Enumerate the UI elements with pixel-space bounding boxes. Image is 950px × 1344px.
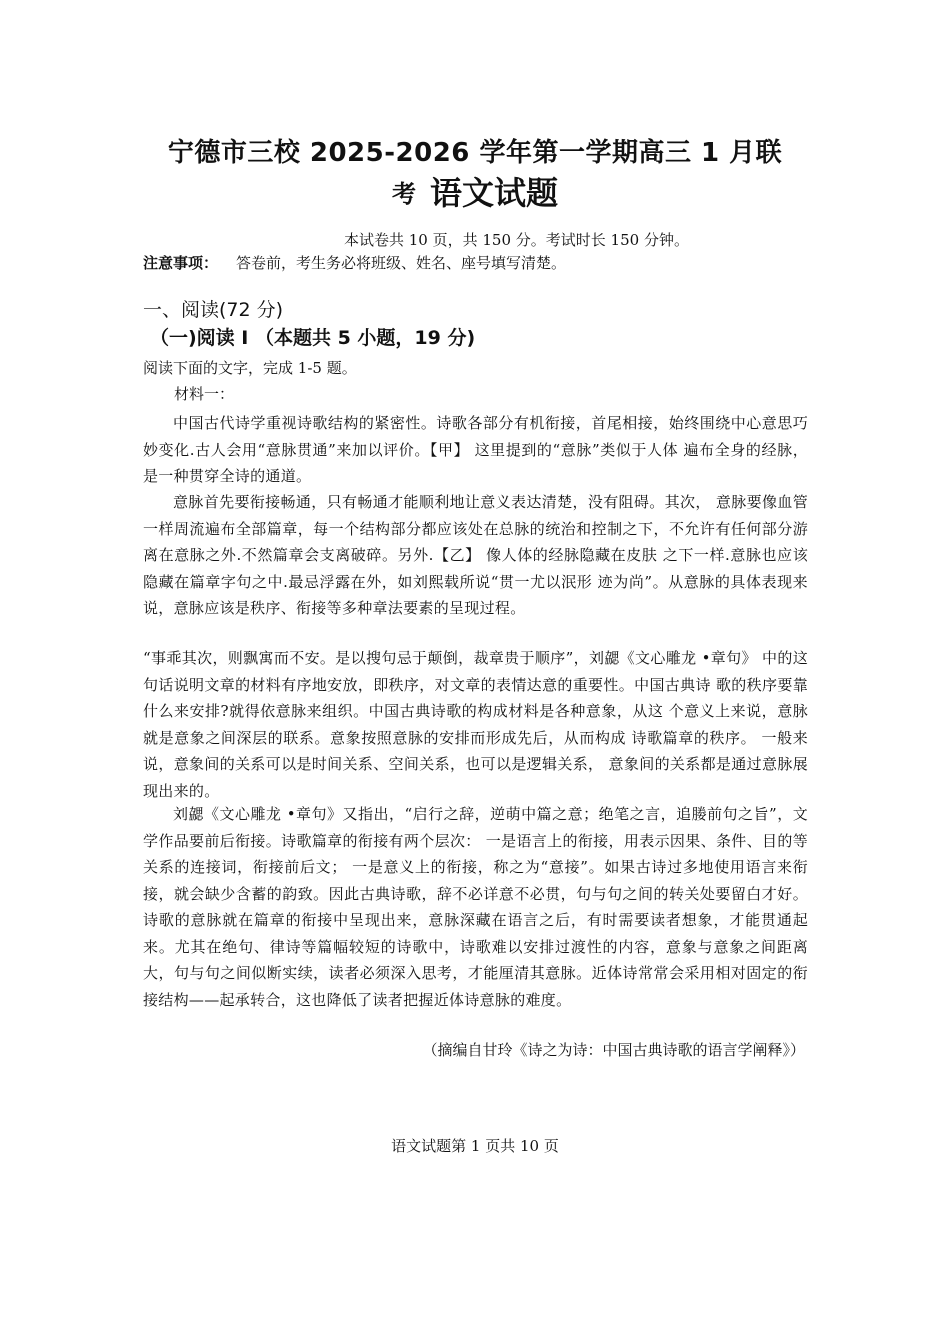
paragraph-2: 意脉首先要衔接畅通，只有畅通才能顺利地让意义表达清楚，没有阻碍。其次， 意脉要像血管一样周流遍布全部篇章，每一个结构部分都应该处在总脉的统治和控制之下，不允许有任何部分游离在意脉之外.不然篇章会支离破碎。另外.【乙】 像人体的经脉隐藏在皮肤 之下一样.意脉也应该隐藏在篇章字句之中.最忌浮露在外，如刘熙载所说“贯一尤以泯形 迹为尚”。从意脉的具体表现来说，意脉应该是秩序、衔接等多种章法要素的呈现过程。 [143,493,808,617]
page-footer: 语文试题第 1 页共 10 页 [391,1137,559,1155]
paragraph-1: 中国古代诗学重视诗歌结构的紧密性。诗歌各部分有机衔接，首尾相接，始终围绕中心意思巧妙变化.古人会用“意脉贯通”来加以评价。【甲】 这里提到的“意脉”类似于人体 遍布全身的经脉，是一种贯穿全诗的通道。 [143,414,808,485]
section-heading: 一、阅读(72 分) [143,299,284,321]
paragraph-4: 刘勰《文心雕龙 •章句》又指出，“启行之辞，逆萌中篇之意；绝笔之言，追媵前句之旨”，文学作品要前后衔接。诗歌篇章的衔接有两个层次： 一是语言上的衔接，用表示因果、条件、目的等关系的连接词，衔接前后文； 一是意义上的衔接，称之为“意接”。如果古诗过多地使用语言来衔接，就会缺少含蓄的韵致。因此古典诗歌，辞不必详意不必贯，句与句之间的转关处要留白才好。诗歌的意脉就在篇章的衔接中呈现出来，意脉深藏在语言之后，有时需要读者想象，才能贯通起来。尤其在绝句、律诗等篇幅较短的诗歌中，诗歌难以安排过渡性的内容，意象与意象之间距离大，句与句之间似断实续，读者必须深入思考，才能厘清其意脉。近体诗常常会采用相对固定的衔接结构——起承转合，这也降低了读者把握近体诗意脉的难度。 [143,805,808,1009]
exam-info: 本试卷共 10 页，共 150 分。考试时长 150 分钟。 [344,231,689,249]
source-citation: （摘编自甘玲《诗之为诗：中国古典诗歌的语言学阐释》） [422,1041,805,1059]
material-label: 材料一： [174,385,235,403]
exam-title-line1: 宁德市三校 2025-2026 学年第一学期高三 1 月联 [167,138,783,168]
notice [143,252,566,274]
notice-text: 答卷前，考生务必将班级、姓名、座号填写清楚。 [236,254,567,272]
notice-label: 注意事项： [143,254,219,272]
exam-title-main: 语文试题 [429,174,558,212]
instruction: 阅读下面的文字，完成 1-5 题。 [143,359,357,377]
exam-title-kao: 考 [391,180,416,208]
exam-title-line2 [0,173,950,219]
paragraph-3: “事乖其次，则飘寓而不安。是以搜句忌于颠倒，裁章贵于顺序”，刘勰《文心雕龙 •章句》 中的这句话说明文章的材料有序地安放，即秩序，对文章的表情达意的重要性。中国古典诗 歌的秩序要靠什么来安排?就得依意脉来组织。中国古典诗歌的构成材料是各种意象，从这 个意义上来说，意脉就是意象之间深层的联系。意象按照意脉的安排而形成先后，从而构成 诗歌篇章的秩序。 一般来说，意象间的关系可以是时间关系、空间关系，也可以是逻辑关系， 意象间的关系都是通过意脉展现出来的。 [143,649,808,800]
section-subheading: （一)阅读 I （本题共 5 小题，19 分) [150,327,476,349]
